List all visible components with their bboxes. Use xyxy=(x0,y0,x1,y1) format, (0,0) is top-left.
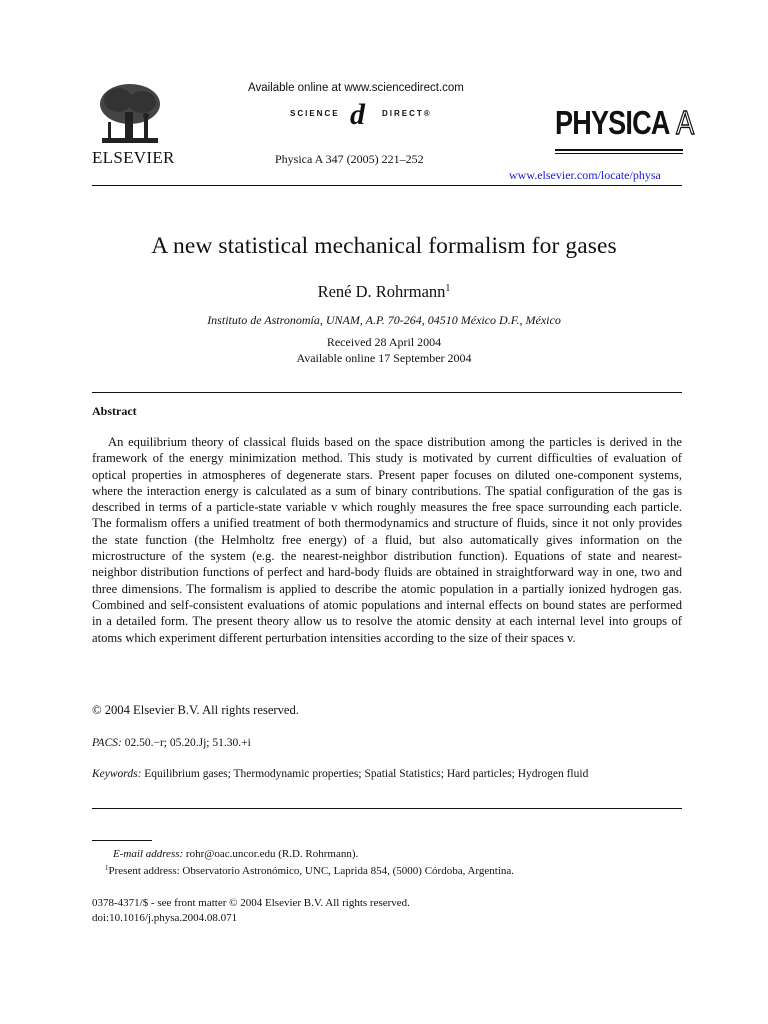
email-footnote xyxy=(113,848,358,860)
pacs-value: 02.50.−r; 05.20.Jj; 51.30.+i xyxy=(124,737,251,749)
footnote-number: 1 xyxy=(105,864,109,872)
received-date: Received 28 April 2004 xyxy=(326,335,442,349)
elsevier-logo xyxy=(92,82,175,168)
author-footnote-mark: 1 xyxy=(445,283,451,294)
footnote-rule xyxy=(92,840,152,841)
email-value[interactable]: rohr@oac.uncor.edu (R.D. Rohrmann). xyxy=(185,848,359,860)
sd-left-word: SCIENCE xyxy=(290,109,340,118)
title-divider xyxy=(92,392,682,393)
abstract-heading: Abstract xyxy=(92,404,137,418)
doi-line[interactable]: doi:10.1016/j.physa.2004.08.071 xyxy=(92,912,238,924)
elsevier-tree-icon xyxy=(94,82,166,146)
journal-url-link[interactable]: www.elsevier.com/locate/physa xyxy=(509,168,661,182)
available-online-text: Available online at www.sciencedirect.com xyxy=(248,82,464,94)
sciencedirect-logo xyxy=(290,98,470,131)
issn-block xyxy=(92,896,410,926)
header-divider xyxy=(92,185,682,186)
journal-logo-rule-thin xyxy=(555,153,683,154)
issn-line: 0378-4371/$ - see front matter © 2004 Elsevier B.V. All rights reserved. xyxy=(92,897,410,909)
journal-logo-rule xyxy=(555,149,683,151)
author-name: René D. Rohrmann xyxy=(317,282,446,301)
article-dates xyxy=(0,335,768,366)
journal-name: PHYSICA xyxy=(555,104,670,141)
abstract-copyright: © 2004 Elsevier B.V. All rights reserved. xyxy=(92,703,299,717)
email-label: E-mail address: xyxy=(113,848,184,860)
sd-at-glyph: d xyxy=(350,98,365,131)
pacs-label: PACS: xyxy=(92,737,122,749)
keywords-value: Equilibrium gases; Thermodynamic properties; Spatial Statistics; Hard particles; Hydrogen fluid xyxy=(144,768,589,780)
journal-letter: A xyxy=(676,104,694,141)
journal-logo xyxy=(555,104,693,144)
journal-reference: Physica A 347 (2005) 221–252 xyxy=(275,152,424,166)
article-author xyxy=(0,282,768,302)
keywords-line xyxy=(92,767,682,782)
author-affiliation: Instituto de Astronomía, UNAM, A.P. 70-264, 04510 México D.F., México xyxy=(207,313,561,327)
publisher-name: ELSEVIER xyxy=(92,148,175,167)
pacs-line xyxy=(92,737,251,749)
present-address: Present address: Observatorio Astronómico, UNC, Laprida 854, (5000) Córdoba, Argentina. xyxy=(108,865,515,877)
address-footnote xyxy=(105,864,514,877)
abstract-body xyxy=(92,434,682,646)
abstract-text: An equilibrium theory of classical fluids based on the space distribution among the particles is derived in the framework of the energy minimization method. This study is motivated by current difficulties of evaluation of optical properties in atmospheres of degenerate stars. Present paper focuses on diluted one-component systems, where the interaction energy is calculated as a sum of binary contributions. The spatial configuration of the gas is described in terms of a particle-state variable v which roughly measures the free space surrounding each particle. The formalism offers a unified treatment of both thermodynamics and structure of fluids, since it not only provides the state function (the Helmholtz free energy) of a fluid, but also automatically gives information on the microstructure of the system (e.g. the nearest-neighbor distribution function). Equations of state and nearest-neighbor distribution functions of perfect and hard-body fluids are obtained in straightforward way in one, two and three dimensions. The formalism is applied to describe the atomic population in a partially ionized hydrogen gas. Combined and self-consistent evaluations of atomic populations and internal effects on bound states are performed in a detailed form. The present theory allow us to resolve the atomic density at each internal level into groups of atoms which experiment different perturbation intensities according to the size of their spaces v. xyxy=(92,435,682,645)
available-date: Available online 17 September 2004 xyxy=(296,350,472,365)
article-title: A new statistical mechanical formalism for gases xyxy=(151,233,617,259)
abstract-divider xyxy=(92,808,682,809)
keywords-label: Keywords: xyxy=(92,768,142,780)
sd-right-word: DIRECT® xyxy=(382,109,432,118)
